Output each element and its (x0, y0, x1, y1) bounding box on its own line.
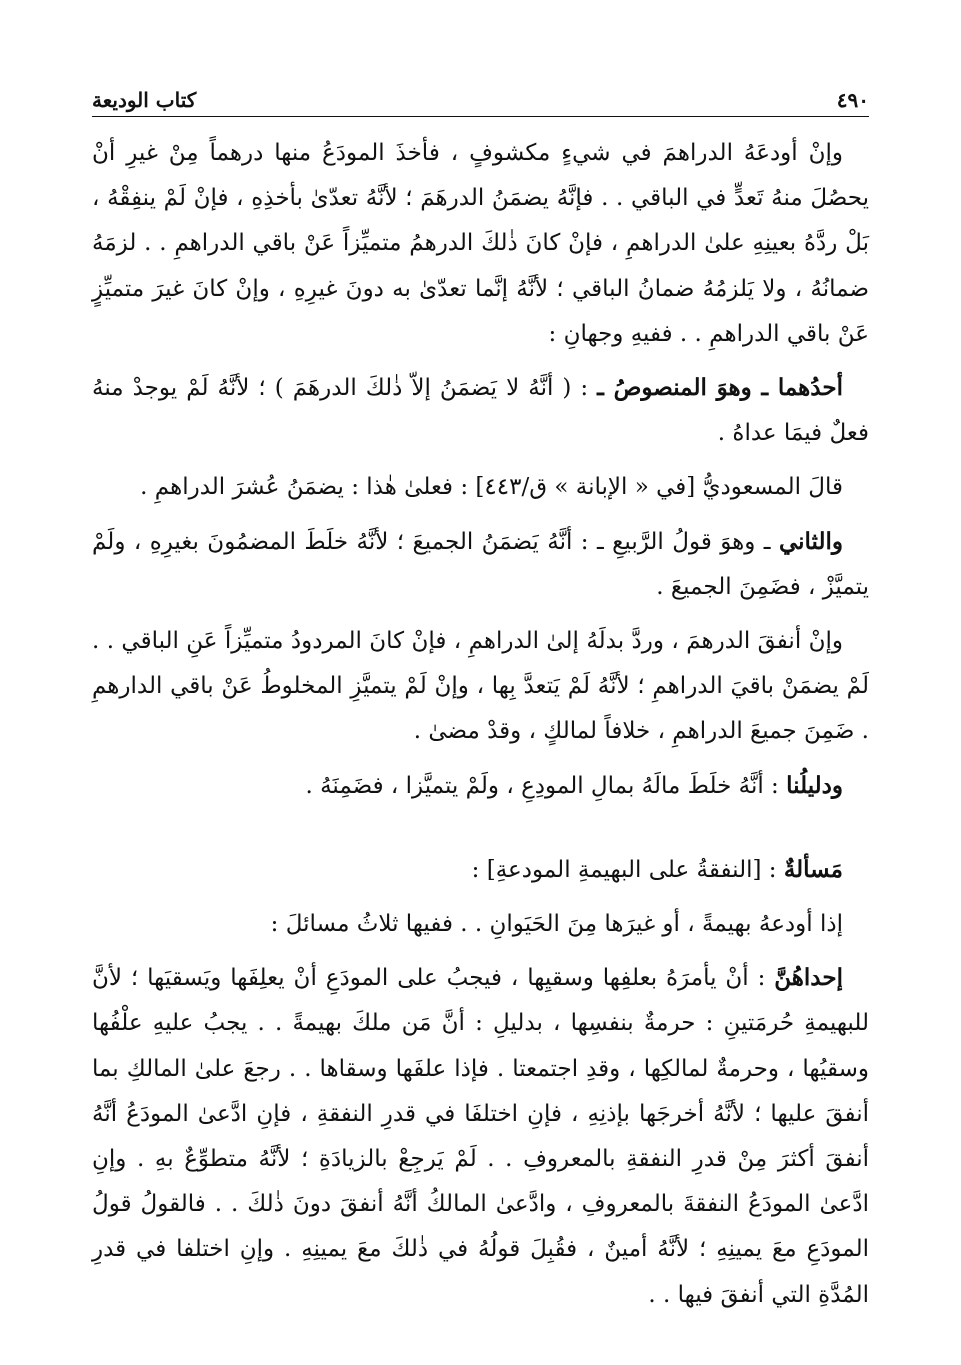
paragraph-text: : ( أنَّهُ لا يَضمَنُ إلاّ ذٰلكَ الدرهَمَ ) ؛ لأنَّهُ لَمْ يوجدْ منهُ فعلٌ فيمَا عداهُ . (92, 375, 869, 447)
paragraph-lead: ودليلُنا (786, 771, 843, 799)
book-title: كتاب الوديعة (92, 88, 197, 112)
section-heading-text: : [النفقةُ على البهيمةِ المودعةِ] : (471, 856, 784, 883)
section-heading (92, 847, 869, 893)
paragraph (92, 130, 869, 357)
running-header (92, 82, 869, 112)
paragraph-lead: إحداهُنَّ (774, 964, 843, 992)
paragraph-text: وإنْ أودعَهُ الدراهمَ في شيءٍ مكشوفٍ ، فأخذَ المودَعُ منها درهماً مِنْ غيرِ أنْ يحصُلَ منهُ تَعدٍّ في الباقي . . فإنَّهُ يضمَنُ الدرهَمَ ؛ لأنَّهُ تعدّىٰ بأخذِهِ ، فإنْ لَمْ ينفِقْهُ ، بَلْ ردَّهُ بعينِهِ علىٰ الدراهمِ ، فإنْ كانَ ذٰلكَ الدرهمُ متميِّزاً عَنْ باقي الدراهمِ . . لزمَهُ ضمانُهُ ، ولا يَلزمُهُ ضمانُ الباقي ؛ لأنَّهُ إنَّما تعدّىٰ به دونَ غيرِهِ ، وإنْ كانَ غيرَ متميِّزٍ عَنْ باقي الدراهمِ . . ففيهِ وجهانِ : (92, 140, 869, 347)
paragraph-text: وإنْ أنفقَ الدرهمَ ، وردَّ بدلَهُ إلىٰ الدراهمِ ، فإنْ كانَ المردودُ متميِّزاً عَنِ الباقي . . لَمْ يضمَنْ باقيَ الدراهمِ ؛ لأنَّهُ لَمْ يَتعدَّ بِها ، وإنْ لَمْ يتميَّزِ المخلوطُ عَنْ باقي الدارهمِ . ضَمِنَ جميعَ الدراهمِ ، خلافاً لمالكٍ ، وقدْ مضىٰ . (92, 628, 869, 745)
page-number: ٤٩٠ (836, 88, 869, 112)
body-text (92, 130, 869, 1326)
paragraph (92, 519, 869, 610)
paragraph-text: إذا أودعهُ بهيمةً ، أو غيرَها مِنَ الحَيَوانِ . . ففيها ثلاثُ مسائلَ : (270, 911, 843, 938)
paragraph-text: : أنَّهُ خلَطَ مالَهُ بمالِ المودِعِ ، ولَمْ يتميَّزا ، فضَمِنَهُ . (305, 772, 787, 799)
paragraph (92, 365, 869, 456)
paragraph-text: ـ وهوَ قولُ الرَّبيعِ ـ : أنَّهُ يَضمَنُ الجميعَ ؛ لأنَّهُ خلَطَ المضمُونَ بغيرِهِ ، ولَمْ يتميَّزْ ، فضَمِنَ الجميعَ . (92, 528, 869, 600)
paragraph (92, 763, 869, 809)
section-heading-lead: مَسألةٌ (783, 855, 843, 883)
paragraph (92, 901, 869, 947)
paragraph-text: : أنْ يأمرَهُ بعلفِها وسقيِها ، فيجبُ على المودَعِ أنْ يعلِفَها ويَسقيَها ؛ لأنَّ للبهيمةِ حُرمَتينِ : حرمةٌ بنفسِها ، بدليلِ : أنَّ مَن ملكَ بهيمةً . . يجبُ عليهِ علْفُها وسقيُها ، وحرمةٌ لمالكِها ، وقدِ اجتمعتا . فإذا علفَها وسقاها . . رجعَ علىٰ المالكِ بما أنفقَ عليها ؛ لأنَّهُ أخرجَها بإذنِهِ ، فإنِ اختلفَا في قدرِ النفقةِ ، فإنِ ادَّعىٰ المودَعُ أنَّهُ أنفقَ أكثرَ مِنْ قدرِ النفقةِ بالمعروفِ . . لَمْ يَرجِعْ بالزيادَةِ ؛ لأنَّهُ متطوِّعٌ بهِ . وإنِ ادَّعىٰ المودَعُ النفقةَ بالمعروفِ ، وادَّعىٰ المالكُ أنَّهُ أنفقَ دونَ ذٰلكَ . . فالقولُ قولُ المودَعِ معَ يمينِهِ ؛ لأنَّهُ أمينٌ ، فقُبِلَ قولُهُ في ذٰلكَ معَ يمينِهِ . وإنِ اختلفا في قدرِ المُدَّةِ التي أنفقَ فيها . . (92, 965, 869, 1308)
paragraph-lead: والثاني (778, 527, 843, 555)
paragraph-lead: أحدُهما ـ وهوَ المنصوصُ ـ (597, 374, 843, 402)
header-rule (92, 116, 869, 117)
paragraph-text: قالَ المسعوديُّ [في « الإبانة » ق/٤٤٣] : فعلىٰ هٰذا : يضمَنُ عُشرَ الدراهمِ . (140, 474, 843, 501)
paragraph (92, 464, 869, 510)
paragraph (92, 618, 869, 755)
paragraph (92, 955, 869, 1318)
